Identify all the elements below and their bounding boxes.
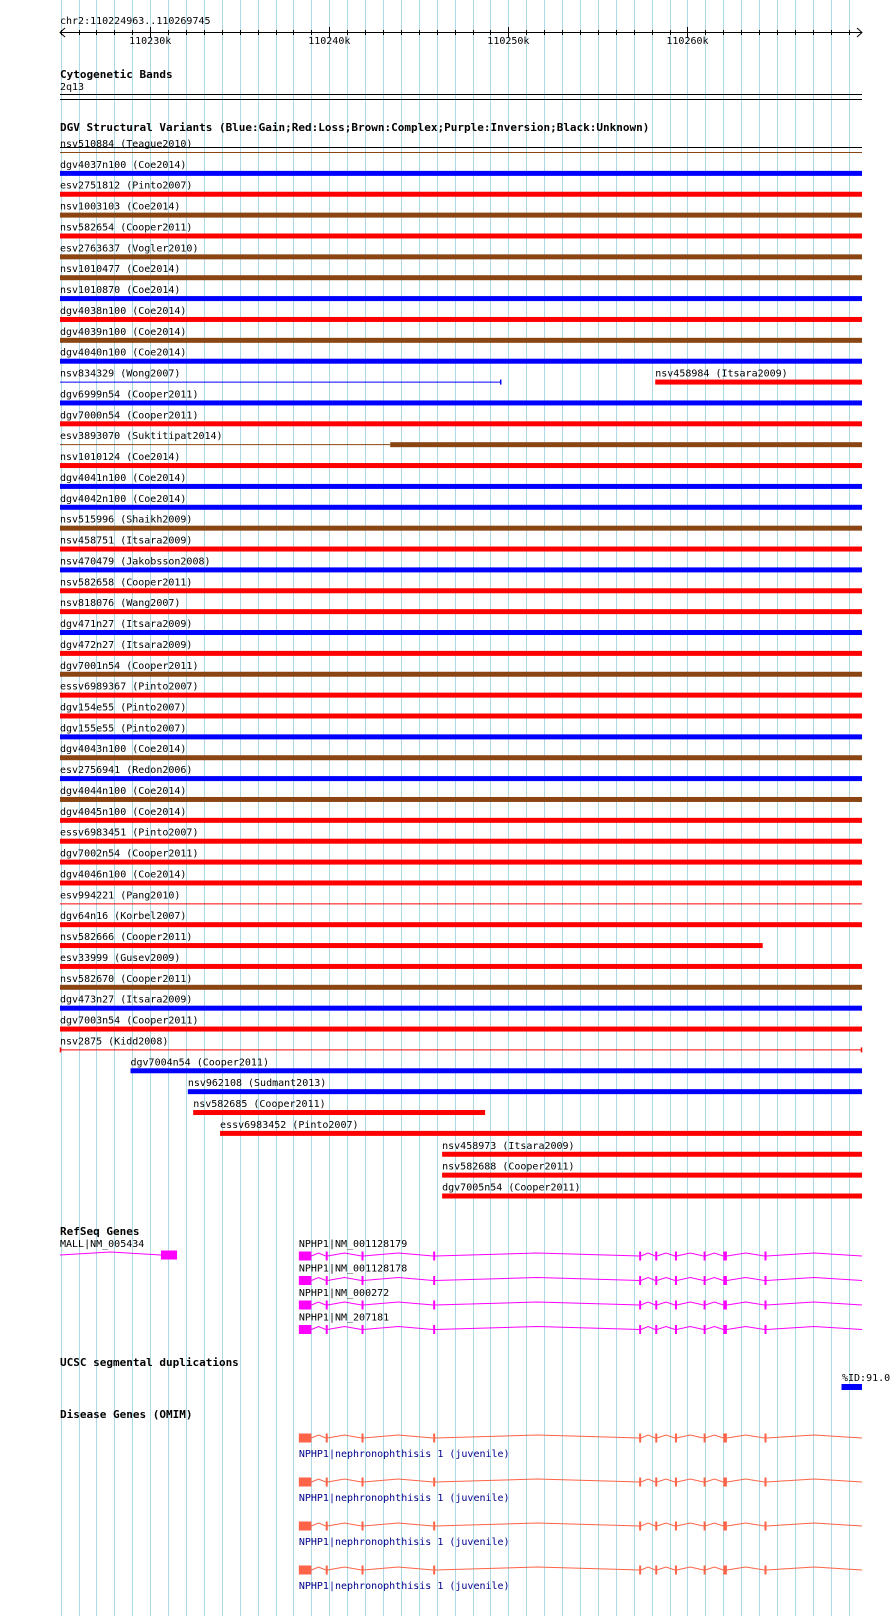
gene-intron (328, 1567, 362, 1570)
dgv-feature[interactable] (220, 1120, 862, 1136)
gene-exon (299, 1434, 312, 1443)
gene-intron (705, 1567, 723, 1570)
dgv-feature-label: nsv2875 (Kidd2008) (60, 1036, 169, 1048)
gene-exon (723, 1301, 727, 1310)
dgv-feature-label: nsv458751 (Itsara2009) (60, 535, 193, 547)
gene-intron (641, 1302, 655, 1305)
gene-intron (435, 1567, 639, 1570)
gene-intron (641, 1567, 655, 1570)
dgv-feature-bar (220, 1131, 862, 1136)
dgv-feature-label: nsv582688 (Cooper2011) (442, 1161, 575, 1173)
dgv-feature-bar (60, 296, 862, 301)
dgv-feature-label: nsv582685 (Cooper2011) (193, 1099, 326, 1111)
gene-intron (727, 1278, 765, 1281)
dgv-feature-bar (60, 359, 862, 364)
dgv-feature-label: dgv7003n54 (Cooper2011) (60, 1015, 199, 1027)
dgv-feature-label: nsv515996 (Shaikh2009) (60, 514, 193, 526)
dgv-feature-bar (131, 1068, 862, 1073)
gene-exon (362, 1276, 364, 1285)
gene-intron (311, 1302, 325, 1305)
gene-exon (639, 1276, 641, 1285)
dgv-feature-label: nsv510884 (Teague2010) (60, 139, 193, 150)
gene-exon (639, 1434, 641, 1443)
gene-intron (435, 1523, 639, 1526)
gene-label: NPHP1|nephronophthisis 1 (juvenile) (298, 1537, 510, 1548)
gene-intron (677, 1435, 704, 1438)
dgv-feature-bar (655, 380, 862, 385)
dgv-feature-label: dgv4039n100 (Coe2014) (60, 326, 187, 338)
segdup-feature[interactable] (841, 1384, 862, 1390)
gene-intron (677, 1278, 704, 1281)
gene-intron (435, 1327, 639, 1330)
gene-exon (764, 1478, 766, 1487)
gene-intron (60, 1252, 161, 1255)
gene-exon (299, 1276, 312, 1285)
dgv-feature-label: dgv6999n54 (Cooper2011) (60, 389, 199, 401)
dgv-feature-bar (390, 442, 862, 447)
gene-exon (362, 1566, 364, 1575)
gene-exon (362, 1252, 364, 1261)
gene-exon (433, 1434, 435, 1443)
gene-exon (675, 1301, 677, 1310)
gene-intron (727, 1253, 765, 1256)
dgv-feature-bar (60, 651, 862, 656)
dgv-feature[interactable] (60, 932, 763, 948)
ruler-tick-label: 110260k (666, 36, 709, 47)
gene-exon (675, 1276, 677, 1285)
gene-label: NPHP1|NM_001128179 (298, 1239, 408, 1250)
gene-label: NPHP1|NM_207181 (298, 1312, 390, 1324)
gene-intron (311, 1327, 325, 1330)
dgv-feature-label: nsv1010124 (Coe2014) (60, 452, 181, 464)
gene-exon (299, 1566, 312, 1575)
dgv-feature[interactable] (188, 1078, 862, 1094)
gene-intron (677, 1523, 704, 1526)
dgv-feature-bar (60, 985, 862, 990)
gene-exon (704, 1252, 706, 1261)
gene-intron (363, 1567, 433, 1570)
dgv-feature-bar (60, 797, 862, 802)
dgv-feature-label: dgv4044n100 (Coe2014) (60, 785, 187, 797)
dgv-feature-label: dgv4046n100 (Coe2014) (60, 869, 187, 881)
dgv-feature-label: dgv473n27 (Itsara2009) (60, 994, 193, 1006)
dgv-feature-bar (193, 1110, 485, 1115)
dgv-feature-bar (60, 254, 862, 259)
dgv-feature-label: dgv7005n54 (Cooper2011) (442, 1182, 581, 1194)
dgv-feature-bar (60, 755, 862, 760)
gene-exon (764, 1301, 766, 1310)
gene-exon (764, 1434, 766, 1443)
gene-exon (362, 1478, 364, 1487)
locus-label: chr2:110224963..110269745 (60, 16, 211, 27)
gene-exon (362, 1301, 364, 1310)
gene-exon (655, 1276, 657, 1285)
gene-intron (727, 1302, 765, 1305)
dgv-feature-bar (60, 400, 862, 405)
gene-intron (435, 1278, 639, 1281)
dgv-feature-label: nsv458984 (Itsara2009) (655, 368, 788, 380)
dgv-feature-bar (442, 1173, 862, 1178)
dgv-feature-bar (60, 484, 862, 489)
dgv-feature-label: nsv1010477 (Coe2014) (60, 264, 181, 276)
gene-label: NPHP1|nephronophthisis 1 (juvenile) (298, 1581, 510, 1592)
gene-intron (435, 1253, 639, 1256)
gene-intron (363, 1327, 433, 1330)
dgv-feature-bar (60, 776, 862, 781)
gene-exon (723, 1566, 727, 1575)
gene-intron (435, 1302, 639, 1305)
segdup-title: UCSC segmental duplications (60, 1356, 239, 1369)
dgv-feature[interactable] (131, 1057, 862, 1073)
gene-exon (299, 1478, 312, 1487)
dgv-feature-label: nsv470479 (Jakobsson2008) (60, 556, 211, 568)
gene-exon (639, 1301, 641, 1310)
dgv-feature-bar (60, 567, 862, 572)
gene-exon (433, 1522, 435, 1531)
gene-label: NPHP1|NM_000272 (298, 1288, 390, 1299)
gene-intron (328, 1253, 362, 1256)
gene-exon (675, 1434, 677, 1443)
dgv-feature-bar (442, 1152, 862, 1157)
gene-exon (675, 1325, 677, 1334)
dgv-feature-bar (60, 275, 862, 280)
gene-exon (704, 1301, 706, 1310)
dgv-feature-bar (60, 630, 862, 635)
gene-exon (326, 1301, 328, 1310)
gene-intron (363, 1523, 433, 1526)
gene-intron (766, 1567, 862, 1570)
gene-exon (723, 1478, 727, 1487)
gene-exon (362, 1434, 364, 1443)
gene-intron (766, 1479, 862, 1482)
dgv-feature-bar (60, 317, 862, 322)
gene-exon (326, 1325, 328, 1334)
gene-exon (433, 1325, 435, 1334)
dgv-feature-label: nsv962108 (Sudmant2013) (187, 1078, 327, 1090)
gene-intron (657, 1435, 675, 1438)
dgv-feature-label: nsv818076 (Wang2007) (60, 598, 181, 610)
dgv-feature-label: esv2756941 (Redon2006) (60, 765, 193, 777)
gene-intron (311, 1567, 325, 1570)
gene-label: NPHP1|nephronophthisis 1 (juvenile) (298, 1493, 510, 1504)
dgv-feature-label: dgv4042n100 (Coe2014) (60, 493, 187, 505)
refseq-gene[interactable] (60, 1239, 177, 1260)
dgv-feature-label: dgv7004n54 (Cooper2011) (130, 1057, 269, 1069)
gene-intron (705, 1327, 723, 1330)
gene-exon (704, 1566, 706, 1575)
gene-exon (675, 1566, 677, 1575)
gene-intron (641, 1479, 655, 1482)
gene-intron (727, 1523, 765, 1526)
dgv-title: DGV Structural Variants (Blue:Gain;Red:Loss;Brown:Complex;Purple:Inversion;Black:Unknown) (60, 121, 650, 134)
gene-intron (705, 1523, 723, 1526)
gene-exon (655, 1301, 657, 1310)
gene-exon (723, 1434, 727, 1443)
gene-exon (299, 1252, 312, 1261)
gene-exon (161, 1251, 177, 1260)
segmental-duplications-track[interactable] (60, 1356, 890, 1390)
gene-label: MALL|NM_005434 (60, 1239, 145, 1250)
gene-exon (639, 1325, 641, 1334)
dgv-feature-label: dgv471n27 (Itsara2009) (60, 619, 193, 631)
gene-intron (677, 1567, 704, 1570)
gene-intron (311, 1253, 325, 1256)
gene-exon (655, 1325, 657, 1334)
dgv-feature-bar (60, 338, 862, 343)
gene-intron (363, 1278, 433, 1281)
gene-exon (764, 1252, 766, 1261)
gene-exon (299, 1325, 312, 1334)
dgv-feature-bar (60, 526, 862, 531)
gene-intron (311, 1278, 325, 1281)
dgv-feature-label: esv994221 (Pang2010) (60, 890, 181, 902)
gene-intron (677, 1327, 704, 1330)
gene-intron (727, 1327, 765, 1330)
gene-intron (766, 1435, 862, 1438)
gene-exon (326, 1522, 328, 1531)
gene-intron (363, 1253, 433, 1256)
gene-exon (655, 1522, 657, 1531)
gene-intron (311, 1523, 325, 1526)
gene-exon (764, 1566, 766, 1575)
gene-exon (326, 1252, 328, 1261)
gene-exon (299, 1522, 312, 1531)
dgv-feature-bar (60, 505, 862, 510)
dgv-feature-bar (60, 588, 862, 593)
dgv-feature-label: essv6983451 (Pinto2007) (60, 827, 199, 839)
dgv-feature-label: nsv1003103 (Coe2014) (60, 201, 181, 213)
gene-exon (704, 1434, 706, 1443)
gene-exon (655, 1434, 657, 1443)
gene-exon (433, 1301, 435, 1310)
dgv-feature[interactable] (60, 369, 501, 385)
dgv-feature-label: dgv64n16 (Korbel2007) (60, 911, 187, 923)
gene-intron (657, 1278, 675, 1281)
cytobands-title: Cytogenetic Bands (60, 68, 173, 81)
gene-exon (639, 1522, 641, 1531)
dgv-feature-label: dgv7002n54 (Cooper2011) (60, 848, 199, 860)
gene-intron (766, 1302, 862, 1305)
gene-intron (705, 1479, 723, 1482)
gene-intron (363, 1435, 433, 1438)
dgv-feature-label: essv6983452 (Pinto2007) (220, 1119, 359, 1131)
gene-exon (433, 1566, 435, 1575)
dgv-feature-label: nsv834329 (Wong2007) (60, 368, 181, 380)
gene-label: NPHP1|nephronophthisis 1 (juvenile) (298, 1449, 510, 1460)
dgv-feature-label: dgv4045n100 (Coe2014) (60, 806, 187, 818)
gene-intron (328, 1278, 362, 1281)
dgv-feature-label: dgv4038n100 (Coe2014) (60, 305, 187, 317)
gene-intron (657, 1523, 675, 1526)
dgv-feature[interactable] (655, 369, 862, 385)
gene-exon (723, 1522, 727, 1531)
dgv-feature-bar (60, 818, 862, 823)
dgv-feature-label: nsv582654 (Cooper2011) (60, 222, 193, 234)
gene-intron (328, 1327, 362, 1330)
dgv-feature-bar (60, 609, 862, 614)
dgv-feature-label: nsv1010870 (Coe2014) (60, 285, 181, 297)
gene-intron (328, 1523, 362, 1526)
gene-intron (311, 1435, 325, 1438)
gene-exon (433, 1478, 435, 1487)
dgv-feature-label: essv6989367 (Pinto2007) (60, 681, 199, 693)
gene-intron (435, 1435, 639, 1438)
cytoband-label: 2q13 (60, 82, 85, 93)
gene-intron (677, 1302, 704, 1305)
dgv-feature-bar (60, 421, 862, 426)
gene-intron (328, 1479, 362, 1482)
gene-intron (727, 1479, 765, 1482)
dgv-feature-bar (60, 192, 862, 197)
gene-exon (675, 1478, 677, 1487)
gene-intron (641, 1523, 655, 1526)
gene-intron (705, 1278, 723, 1281)
gene-intron (657, 1327, 675, 1330)
gene-intron (641, 1435, 655, 1438)
dgv-feature-label: esv33999 (Gusev2009) (60, 952, 181, 964)
dgv-feature-bar (60, 880, 862, 885)
segdup-identity-label: %ID:91.0 (842, 1373, 890, 1384)
gene-intron (766, 1278, 862, 1281)
gene-exon (704, 1276, 706, 1285)
dgv-feature-bar (60, 171, 862, 176)
dgv-feature-label: esv2751812 (Pinto2007) (60, 180, 193, 192)
dgv-feature-bar (60, 233, 862, 238)
gene-intron (435, 1479, 639, 1482)
gene-exon (675, 1252, 677, 1261)
gene-intron (641, 1253, 655, 1256)
dgv-feature-label: dgv4037n100 (Coe2014) (60, 159, 187, 171)
dgv-feature-label: nsv582670 (Cooper2011) (60, 973, 193, 985)
gene-exon (639, 1566, 641, 1575)
gene-exon (764, 1325, 766, 1334)
gene-exon (639, 1478, 641, 1487)
ruler-tick-label: 110230k (129, 36, 172, 47)
gene-intron (705, 1302, 723, 1305)
gene-exon (639, 1252, 641, 1261)
dgv-feature-bar (60, 922, 862, 927)
gene-exon (723, 1252, 727, 1261)
gene-exon (764, 1522, 766, 1531)
gene-exon (723, 1325, 727, 1334)
dgv-feature-bar (442, 1194, 862, 1199)
gene-exon (655, 1478, 657, 1487)
gene-exon (433, 1252, 435, 1261)
gene-intron (657, 1479, 675, 1482)
omim-title: Disease Genes (OMIM) (60, 1408, 193, 1421)
dgv-feature-label: esv2763637 (Vogler2010) (60, 243, 199, 255)
gene-intron (677, 1479, 704, 1482)
gene-exon (326, 1566, 328, 1575)
dgv-feature-label: dgv4043n100 (Coe2014) (60, 744, 187, 756)
dgv-feature-label: dgv4040n100 (Coe2014) (60, 347, 187, 359)
dgv-feature-bar (60, 1027, 862, 1032)
gene-exon (299, 1301, 312, 1310)
dgv-feature-bar (60, 943, 763, 948)
dgv-feature-bar (60, 693, 862, 698)
gene-exon (704, 1522, 706, 1531)
dgv-feature-bar (60, 463, 862, 468)
dgv-feature-bar (60, 1006, 862, 1011)
dgv-feature-bar (188, 1089, 862, 1094)
refseq-title: RefSeq Genes (60, 1225, 140, 1238)
dgv-feature-label: esv3893070 (Suktitipat2014) (60, 431, 223, 443)
gene-exon (655, 1252, 657, 1261)
dgv-feature-label: nsv582658 (Cooper2011) (60, 577, 193, 589)
dgv-feature-label: dgv472n27 (Itsara2009) (60, 639, 193, 651)
gene-exon (326, 1434, 328, 1443)
gene-intron (363, 1302, 433, 1305)
gene-intron (705, 1435, 723, 1438)
dgv-feature[interactable] (193, 1099, 485, 1115)
gene-intron (363, 1479, 433, 1482)
dgv-feature-bar (60, 964, 862, 969)
dgv-feature-label: dgv7000n54 (Cooper2011) (60, 410, 199, 422)
gene-intron (657, 1302, 675, 1305)
gene-exon (326, 1276, 328, 1285)
gene-exon (704, 1478, 706, 1487)
gene-intron (328, 1302, 362, 1305)
dgv-feature-label: nsv582666 (Cooper2011) (60, 932, 193, 944)
gene-intron (727, 1567, 765, 1570)
gene-intron (766, 1327, 862, 1330)
gene-exon (723, 1276, 727, 1285)
gene-exon (362, 1522, 364, 1531)
dgv-feature-bar (60, 213, 862, 218)
gene-intron (311, 1479, 325, 1482)
dgv-feature-bar (60, 860, 862, 865)
gene-intron (766, 1523, 862, 1526)
gene-intron (677, 1253, 704, 1256)
dgv-feature-label: dgv155e55 (Pinto2007) (60, 723, 187, 735)
gene-exon (675, 1522, 677, 1531)
gene-intron (705, 1253, 723, 1256)
dgv-feature-label: dgv154e55 (Pinto2007) (60, 702, 187, 714)
gene-intron (657, 1253, 675, 1256)
gene-intron (657, 1567, 675, 1570)
gene-exon (704, 1325, 706, 1334)
gene-intron (727, 1435, 765, 1438)
gene-exon (326, 1478, 328, 1487)
gene-exon (362, 1325, 364, 1334)
dgv-feature-bar (60, 734, 862, 739)
gene-label: NPHP1|NM_001128178 (298, 1263, 408, 1275)
gene-intron (641, 1327, 655, 1330)
dgv-feature-label: dgv4041n100 (Coe2014) (60, 472, 187, 484)
dgv-feature-label: nsv458973 (Itsara2009) (442, 1140, 575, 1152)
ruler-tick-label: 110240k (308, 36, 351, 47)
gene-exon (764, 1276, 766, 1285)
dgv-feature-bar (60, 839, 862, 844)
gene-intron (328, 1435, 362, 1438)
gene-intron (641, 1278, 655, 1281)
gene-exon (655, 1566, 657, 1575)
ruler-tick-label: 110250k (487, 36, 530, 47)
dgv-feature-bar (60, 547, 862, 552)
dgv-feature-label: dgv7001n54 (Cooper2011) (60, 660, 199, 672)
gene-exon (433, 1276, 435, 1285)
dgv-feature-bar (60, 672, 862, 677)
dgv-feature-bar (60, 713, 862, 718)
gene-intron (766, 1253, 862, 1256)
